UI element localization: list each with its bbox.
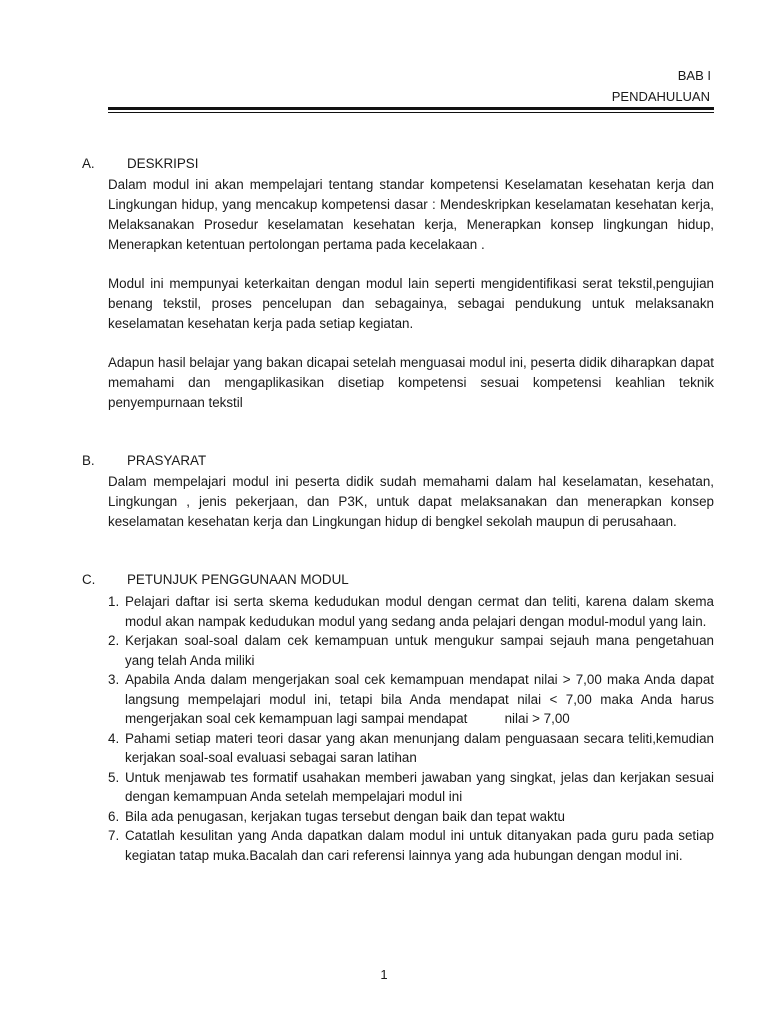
list-item	[108, 729, 714, 768]
section-c-title: PETUNJUK PENGGUNAAN MODUL	[127, 572, 349, 587]
section-b-letter: B.	[82, 453, 95, 468]
list-item-number: 1.	[108, 594, 120, 609]
list-item-number: 7.	[108, 828, 120, 843]
list-item-number: 6.	[108, 808, 120, 824]
list-item	[108, 826, 714, 865]
list-item-text: Untuk menjawab tes formatif usahakan memberi jawaban yang singkat, jelas dan kerjakan sesuai dengan kemampuan Anda setelah mempelajari modul ini	[125, 769, 714, 804]
section-a-paragraph-2: Modul ini mempunyai keterkaitan dengan modul lain seperti mengidentifikasi serat tekstil,pengujian benang tekstil, proses pencelupan dan sebagainya, sebagai pendukung untuk melaksanakn keselamatan kesehatan kerja pada setiap kegiatan.	[108, 276, 714, 331]
list-item-number: 3.	[108, 672, 120, 687]
instruction-list	[108, 592, 718, 865]
list-item-text: Pahami setiap materi teori dasar yang akan menunjang dalam penguasaan secara teliti,kemudian kerjakan soal-soal evaluasi sebagai saran latihan	[125, 730, 714, 765]
list-item-text: Catatlah kesulitan yang Anda dapatkan dalam modul ini untuk ditanyakan pada guru pada setiap kegiatan tatap muka.Bacalah dan cari referensi lainnya yang ada hubungan dengan modul ini.	[125, 828, 714, 863]
list-item-number: 4.	[108, 730, 120, 746]
page-number: 1	[380, 967, 388, 982]
chapter-number: BAB I	[677, 68, 711, 83]
header-rule-thin	[108, 112, 714, 113]
section-a-paragraph-1: Dalam modul ini akan mempelajari tentang standar kompetensi Keselamatan kesehatan kerja dan Lingkungan hidup, yang mencakup kompetensi dasar : Mendeskripkan keselamatan kesehatan kerja, Melaksanakan Prosedur keselamatan kesehatan kerja, Menerapkan konsep lingkungan hidup, Menerapkan ketentuan pertolongan pertama pada kecelakaan .	[108, 177, 714, 252]
list-item	[108, 768, 714, 807]
chapter-title: PENDAHULUAN	[611, 89, 710, 104]
list-item	[108, 631, 714, 670]
section-c-letter: C.	[82, 572, 96, 587]
section-a-paragraph-3: Adapun hasil belajar yang bakan dicapai setelah menguasai modul ini, peserta didik diharapkan dapat memahami dan mengaplikasikan disetiap kompetensi sesuai kompetensi keahlian teknik penyempurnaan tekstil	[108, 355, 714, 410]
section-b-paragraph: Dalam mempelajari modul ini peserta didik sudah memahami dalam hal keselamatan, kesehatan, Lingkungan , jenis pekerjaan, dan P3K, untuk dapat melaksanakan dan menerapkan konsep keselamatan kesehatan kerja dan Lingkungan hidup di bengkel sekolah maupun di perusahaan.	[108, 474, 714, 529]
section-a-letter: A.	[82, 156, 95, 171]
section-a-title: DESKRIPSI	[127, 156, 199, 171]
list-item-text: Apabila Anda dalam mengerjakan soal cek kemampuan mendapat nilai > 7,00 maka Anda dapat langsung mempelajari modul ini, tetapi bila Anda mendapat nilai < 7,00 maka Anda harus mengerjakan soal cek kemampuan lagi sampai mendapat nilai > 7,00	[125, 672, 718, 726]
list-item-number: 5.	[108, 769, 120, 785]
list-item-text: Kerjakan soal-soal dalam cek kemampuan untuk mengukur sampai sejauh mana pengetahuan yang telah Anda miliki	[125, 633, 714, 668]
header-rule-thick	[108, 107, 714, 110]
section-b-title: PRASYARAT	[127, 453, 207, 468]
list-item	[108, 670, 718, 729]
list-item	[108, 807, 714, 827]
list-item-number: 2.	[108, 633, 120, 648]
list-item-text: Bila ada penugasan, kerjakan tugas tersebut dengan baik dan tepat waktu	[125, 808, 565, 824]
list-item	[108, 592, 714, 631]
list-item-text: Pelajari daftar isi serta skema kedudukan modul dengan cermat dan teliti, karena dalam skema modul akan nampak kedudukan modul yang sedang anda pelajari dengan modul-modul yang lain.	[125, 594, 714, 629]
